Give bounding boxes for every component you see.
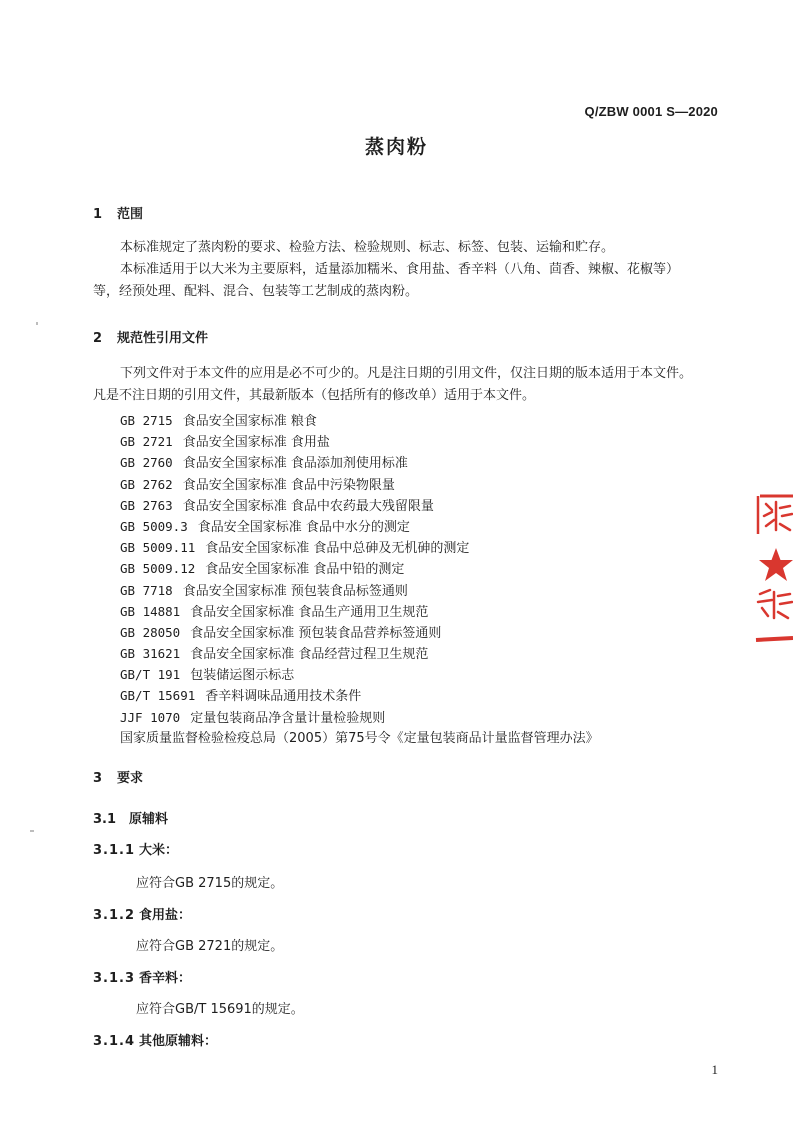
reference-code: GB 2763 [120,497,173,513]
document-title: 蒸肉粉 [364,136,428,158]
subsection-number: 3.1 [93,812,117,827]
page-number: 1 [711,1062,718,1077]
clause-heading-salt [93,904,191,923]
reference-code: GB/T 191 [120,667,181,683]
clause-text-spices: 应符合GB/T 15691的规定。 [136,1002,304,1017]
reference-code: GB 5009.12 [120,561,196,577]
section-number: 3 [93,771,103,786]
reference-code: GB 7718 [120,582,173,598]
reference-code: JJF 1070 [120,709,181,725]
scope-paragraph-cont [93,281,418,303]
clause-heading-spices [93,967,191,986]
reference-list [120,410,599,749]
section-heading-normative-references [93,327,208,346]
reference-code: GB 2721 [120,434,173,450]
reference-title: 食品安全国家标准 食品中污染物限量 [182,477,395,493]
seal-stamp [752,490,793,650]
reference-code: GB 2715 [120,413,173,428]
reference-title: 食品安全国家标准 食品中总砷及无机砷的测定 [205,541,470,557]
list-item [120,728,599,749]
list-item [120,580,599,601]
section-heading-scope [93,203,143,222]
reference-title: 食品安全国家标准 食品中铅的测定 [205,562,405,578]
reference-code: GB/T 15691 [120,688,196,704]
reference-code: GB 2762 [120,476,173,492]
scope-line-2: 本标准适用于以大米为主要原料，适量添加糯米、食用盐、香辛料（八角、茴香、辣椒、花椒等） [120,262,680,277]
scope-line-1: 本标准规定了蒸肉粉的要求、检验方法、检验规则、标志、标签、包装、运输和贮存。 [120,240,615,255]
standard-code: Q/ZBW 0001 S—2020 [584,104,718,119]
list-item [120,685,599,706]
references-intro [120,363,692,385]
reference-code: GB 5009.3 [120,518,188,534]
reference-title: 食品安全国家标准 食用盐 [182,435,330,451]
list-item [120,601,599,622]
section-title: 范围 [117,207,144,222]
section-number: 2 [93,331,103,346]
clause-text-salt: 应符合GB 2721的规定。 [136,939,284,954]
reference-title: 包装储运图示标志 [190,668,295,684]
list-item [120,664,599,685]
clause-title: 其他原辅料： [139,1034,218,1049]
list-item [120,431,599,452]
list-item [120,516,599,537]
list-item [120,452,599,473]
list-item [120,622,599,643]
reference-code: GB 28050 [120,624,181,640]
reference-code: GB 5009.11 [120,540,196,556]
clause-title: 香辛料： [139,971,192,986]
list-item [120,495,599,516]
clause-number: 3.1.2 [93,908,136,923]
references-intro-line-2: 凡是不注日期的引用文件，其最新版本（包括所有的修改单）适用于本文件。 [93,388,536,403]
subsection-title: 原辅料 [129,812,169,827]
list-item [120,707,599,728]
list-item [120,410,599,431]
scope-line-3: 等，经预处理、配料、混合、包装等工艺制成的蒸肉粉。 [93,284,419,299]
section-number: 1 [93,207,103,222]
reference-title: 食品安全国家标准 食品经营过程卫生规范 [190,647,429,663]
clause-title: 大米： [139,843,179,858]
clause-number: 3.1.3 [93,971,136,986]
reference-title: 定量包装商品净含量计量检验规则 [190,710,386,726]
clause-heading-rice [93,839,178,858]
reference-code: GB 2760 [120,455,173,471]
reference-decree: 国家质量监督检验检疫总局（2005）第75号令《定量包装商品计量监督管理办法》 [120,730,599,746]
reference-title: 食品安全国家标准 食品添加剂使用标准 [182,456,408,472]
scope-paragraph [120,237,679,281]
scan-speck [36,322,38,325]
clause-number: 3.1.1 [93,843,136,858]
section-title: 规范性引用文件 [117,331,209,346]
clause-text-rice: 应符合GB 2715的规定。 [136,876,284,891]
clause-title: 食用盐： [139,908,192,923]
section-title: 要求 [117,771,144,786]
reference-title: 香辛料调味品通用技术条件 [205,689,362,705]
reference-title: 食品安全国家标准 粮食 [182,414,317,429]
references-intro-cont [93,385,535,407]
references-intro-line-1: 下列文件对于本文件的应用是必不可少的。凡是注日期的引用文件，仅注日期的版本适用于本文件。 [120,366,693,381]
reference-title: 食品安全国家标准 预包装食品营养标签通则 [190,625,442,641]
reference-title: 食品安全国家标准 食品中农药最大残留限量 [182,498,434,514]
reference-title: 食品安全国家标准 预包装食品标签通则 [182,583,408,599]
list-item [120,474,599,495]
list-item [120,558,599,579]
reference-title: 食品安全国家标准 食品中水分的测定 [197,519,410,535]
subsection-heading-raw-materials [93,808,168,827]
reference-title: 食品安全国家标准 食品生产通用卫生规范 [190,604,429,620]
clause-number: 3.1.4 [93,1034,136,1049]
reference-code: GB 31621 [120,646,181,662]
list-item [120,537,599,558]
clause-heading-other-materials [93,1030,217,1049]
scan-speck [30,830,34,832]
reference-code: GB 14881 [120,603,181,619]
list-item [120,643,599,664]
section-heading-requirements [93,767,143,786]
